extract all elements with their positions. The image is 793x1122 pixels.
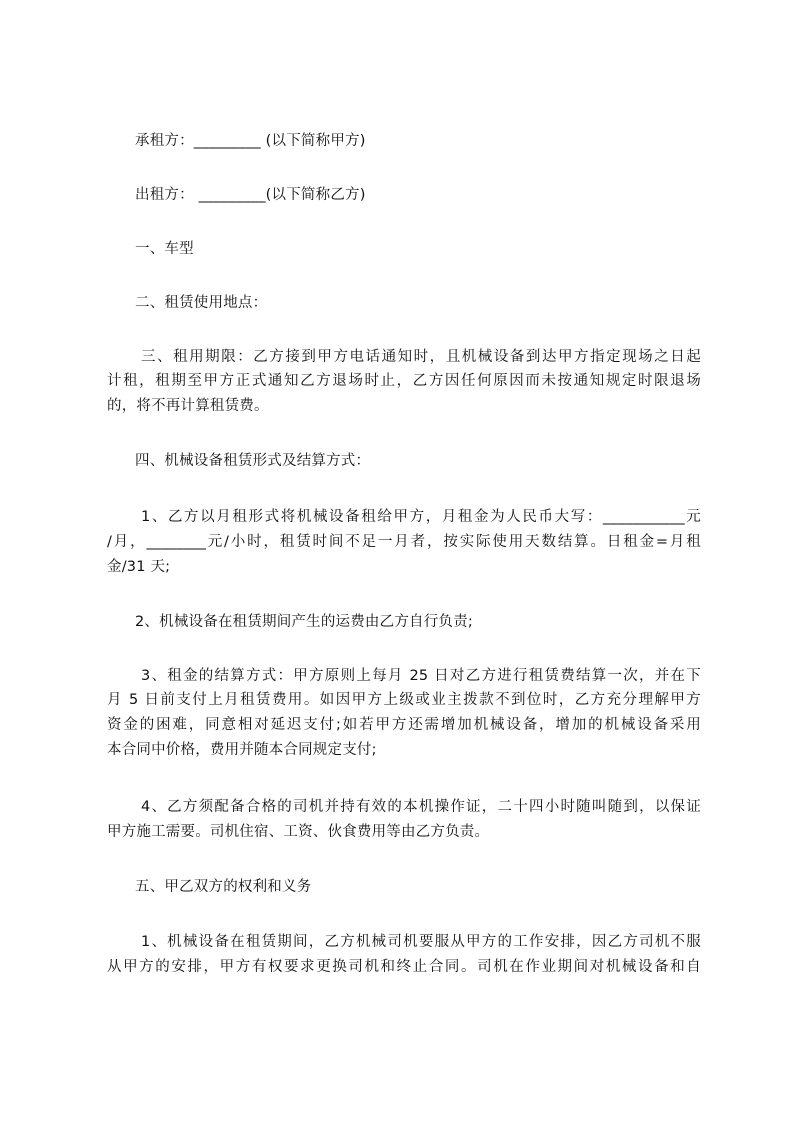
section-5-heading: 五、甲乙双方的权利和义务: [135, 879, 312, 895]
section-3-line-1: 三、租用期限：乙方接到甲方电话通知时，且机械设备到达甲方指定现场之日起: [141, 349, 701, 365]
lessor-line: 出租方： _________(以下简称乙方): [135, 187, 366, 203]
section-3-line-3: 的，将不再计算租赁费。: [107, 398, 269, 414]
clause-4-1-line-3: 金/31 天;: [107, 559, 171, 575]
clause-4-3-line-4: 本合同中价格，费用并随本合同规定支付;: [107, 742, 377, 758]
clause-5-1-line-1: 1、机械设备在租赁期间，乙方机械司机要服从甲方的工作安排，因乙方司机不服: [141, 934, 701, 950]
clause-4-3-line-1: 3、租金的结算方式：甲方原则上每月 25 日对乙方进行租赁费结算一次，并在下: [141, 668, 701, 684]
section-3-line-2: 计租，租期至甲方正式通知乙方退场时止，乙方因任何原因而未按通知规定时限退场: [107, 373, 701, 389]
section-1-heading: 一、车型: [135, 241, 194, 257]
lessee-line: 承租方：_________ (以下简称甲方): [135, 133, 366, 149]
section-2-heading: 二、租赁使用地点：: [135, 295, 268, 311]
clause-4-2: 2、机械设备在租赁期间产生的运费由乙方自行负责;: [135, 614, 473, 630]
clause-4-3-line-3: 资金的困难，同意相对延迟支付;如若甲方还需增加机械设备，增加的机械设备采用: [107, 717, 701, 733]
section-4-heading: 四、机械设备租赁形式及结算方式：: [135, 453, 371, 469]
clause-4-4-line-1: 4、乙方须配备合格的司机并持有效的本机操作证，二十四小时随叫随到，以保证: [141, 799, 701, 815]
clause-4-1-line-2: /月，________元/小时，租赁时间不足一月者，按实际使用天数结算。日租金=月租: [107, 534, 701, 550]
clause-4-4-line-2: 甲方施工需要。司机住宿、工资、伙食费用等由乙方负责。: [107, 824, 490, 840]
clause-4-1-line-1: 1、乙方以月租形式将机械设备租给甲方，月租金为人民币大写：___________元: [141, 509, 701, 525]
clause-5-1-line-2: 从甲方的安排，甲方有权要求更换司机和终止合同。司机在作业期间对机械设备和自: [107, 959, 701, 975]
clause-4-3-line-2: 月 5 日前支付上月租赁费用。如因甲方上级或业主拨款不到位时，乙方充分理解甲方: [107, 692, 701, 708]
